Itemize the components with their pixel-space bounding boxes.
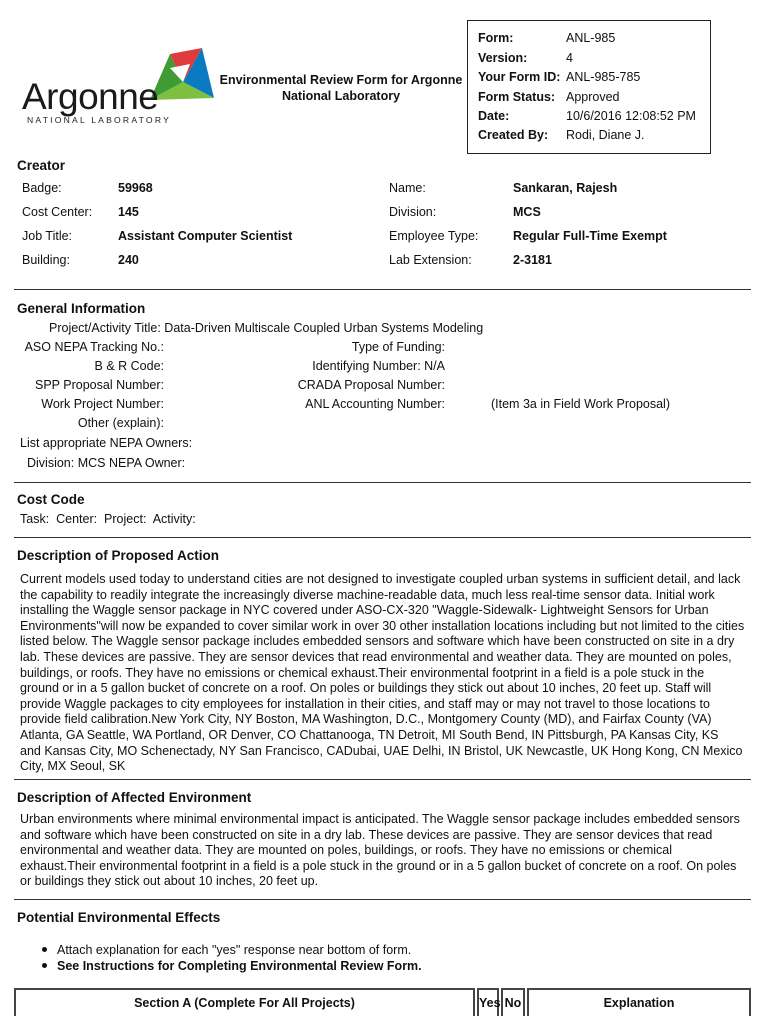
text-line: installing the Waggle sensor package in NYC covered under ASO-CX-320 "Waggle-Sidewalk- Lightweight Sensors for Urban [20,603,709,618]
meta-key: Form Status: [478,90,556,104]
meta-key: Your Form ID: [478,70,561,84]
text-line: provide Waggle packages to city employees for installation in their cities, and staff may or may not travel to those locations to [20,696,710,711]
text-line: Current models used today to understand cities are not designed to investigate coupled urban systems in sufficient detail, and lack [20,572,741,586]
type-funding-label: Type of Funding: [351,340,445,354]
aso-nepa-label: ASO NEPA Tracking No.: [24,340,164,354]
cost-code-line: Task: Center: Project: Activity: [20,512,196,526]
name-label: Name: [389,181,426,195]
lab-extension-value: 2-3181 [513,253,552,267]
effects-heading: Potential Environmental Effects [17,910,221,925]
cost-center-label: Cost Center: [22,205,93,219]
meta-value: Approved [566,90,620,104]
section-divider [14,289,751,290]
text-line: Urban environments where minimal environmental impact is anticipated. The Waggle sensor package includes embedded sensors [20,812,740,826]
section-divider [14,537,751,538]
proposed-action-heading: Description of Proposed Action [17,548,220,563]
job-title-value: Assistant Computer Scientist [118,229,293,243]
form-metadata-box [467,20,711,154]
text-line: and Kansas City, MO Schenectady, NY San Francisco, CADubai, UAE Delhi, IN Bristol, UK Newcastle, UK Hong Kong, CN Mexico [20,743,743,758]
division-label: Division: [389,205,437,219]
bullet-icon [42,963,47,968]
text-line: environmental and weather data. They are mounted on poles, buildings, or roofs. They have no emissions or chemical [20,843,672,858]
text-line: lab. These devices are passive. They are sensor devices that read environmental and weather data. They are mounted on poles, [20,649,732,664]
cost-center-value: 145 [118,205,139,219]
cost-code-heading: Cost Code [17,492,85,507]
creator-heading: Creator [17,158,66,173]
logo-wordmark: Argonne [22,76,159,117]
meta-value: ANL-985 [566,31,616,45]
argonne-logo-icon [150,48,216,109]
meta-value: ANL-985-785 [566,70,641,84]
name-value: Sankaran, Rajesh [513,181,618,195]
meta-value: 4 [566,51,573,65]
text-line: listed below. The Waggle sensor package includes embedded sensors and software which have been constructed on site in a dry [20,634,735,649]
other-explain-label: Other (explain): [77,416,164,430]
work-project-label: Work Project Number: [41,397,164,411]
text-line: buildings, or roofs. They have no emissions or chemical exhaust.Their environmental footprint in a field is a pole stuck in the [20,665,705,680]
effects-bullet-2[interactable]: See Instructions for Completing Environmental Review Form. [57,959,422,973]
crada-label: CRADA Proposal Number: [297,378,445,392]
item3a-note: (Item 3a in Field Work Proposal) [491,397,670,411]
division-value: MCS [513,205,541,219]
job-title-label: Job Title: [22,229,73,243]
meta-key: Date: [478,109,510,123]
section-a-header: Section A (Complete For All Projects) [14,988,475,1016]
meta-value: 10/6/2016 12:08:52 PM [566,109,696,123]
division-nepa-owner: Division: MCS NEPA Owner: [27,456,186,470]
section-a-table-header [14,988,751,1018]
building-label: Building: [22,253,70,267]
nepa-owners-label: List appropriate NEPA Owners: [20,436,193,450]
affected-env-text [20,812,750,890]
text-line: ground or in a 5 gallon bucket of concrete on a roof. On poles or buildings they stick out about 10 inches, 20 feet up. Staff will [20,681,712,696]
anl-accounting-label: ANL Accounting Number: [305,397,445,411]
text-line: Atlanta, GA Seattle, WA Portland, OR Denver, CO Chattanooga, TN Detroit, MI South Bend, IN Pittsburgh, PA Kansas City, KS [20,727,719,742]
project-title: Project/Activity Title: Data-Driven Multiscale Coupled Urban Systems Modeling [49,321,484,335]
section-divider [14,779,751,780]
affected-env-heading: Description of Affected Environment [17,790,252,805]
meta-value: Rodi, Diane J. [566,128,645,142]
badge-label: Badge: [22,181,62,195]
badge-value: 59968 [118,181,153,195]
employee-type-value: Regular Full-Time Exempt [513,229,667,243]
effects-bullet-1: Attach explanation for each "yes" response near bottom of form. [57,943,412,957]
lab-extension-label: Lab Extension: [389,253,472,267]
meta-key: Version: [478,51,528,65]
form-title-line2: National Laboratory [281,89,401,103]
text-line: City, MX Seoul, SK [20,759,126,774]
meta-key: Created By: [478,128,549,142]
general-info-heading: General Information [17,301,146,316]
text-line: Environments"will now be expanded to cover similar work in over 30 other installation locations including but not limited to the cities [20,618,745,633]
yes-column-header: Yes [477,988,499,1016]
identifying-number: Identifying Number: N/A [312,359,445,373]
br-code-label: B & R Code: [94,359,164,373]
building-value: 240 [118,253,139,267]
no-column-header: No [501,988,525,1016]
text-line: and software which have been constructed on site in a dry lab. These devices are passive. They are sensor devices that read [20,827,713,842]
proposed-action-text [20,572,750,775]
text-line: provide field calibration.New York City, NY Boston, MA Washington, D.C., Montgomery County (MD), and Fairfax County (VA) [20,712,712,727]
form-title-line1: Environmental Review Form for Argonne [219,73,463,87]
explanation-column-header: Explanation [527,988,751,1016]
spp-proposal-label: SPP Proposal Number: [35,378,164,392]
text-line: exhaust.Their environmental footprint in a field is a pole stuck in the ground or in a 5 gallon bucket of concrete on a roof. On poles [20,858,737,873]
section-divider [14,482,751,483]
logo-subtitle: NATIONAL LABORATORY [27,115,171,125]
section-divider [14,899,751,900]
text-line: the capability to readily integrate the increasingly diverse machine-readable data, much less real-time sensor data. Initial work [20,587,715,602]
form-title [210,72,472,104]
meta-key: Form: [478,31,514,45]
text-line: or buildings they stick out about 10 inches, 20 feet up. [20,874,319,889]
employee-type-label: Employee Type: [389,229,479,243]
bullet-icon [42,947,47,952]
